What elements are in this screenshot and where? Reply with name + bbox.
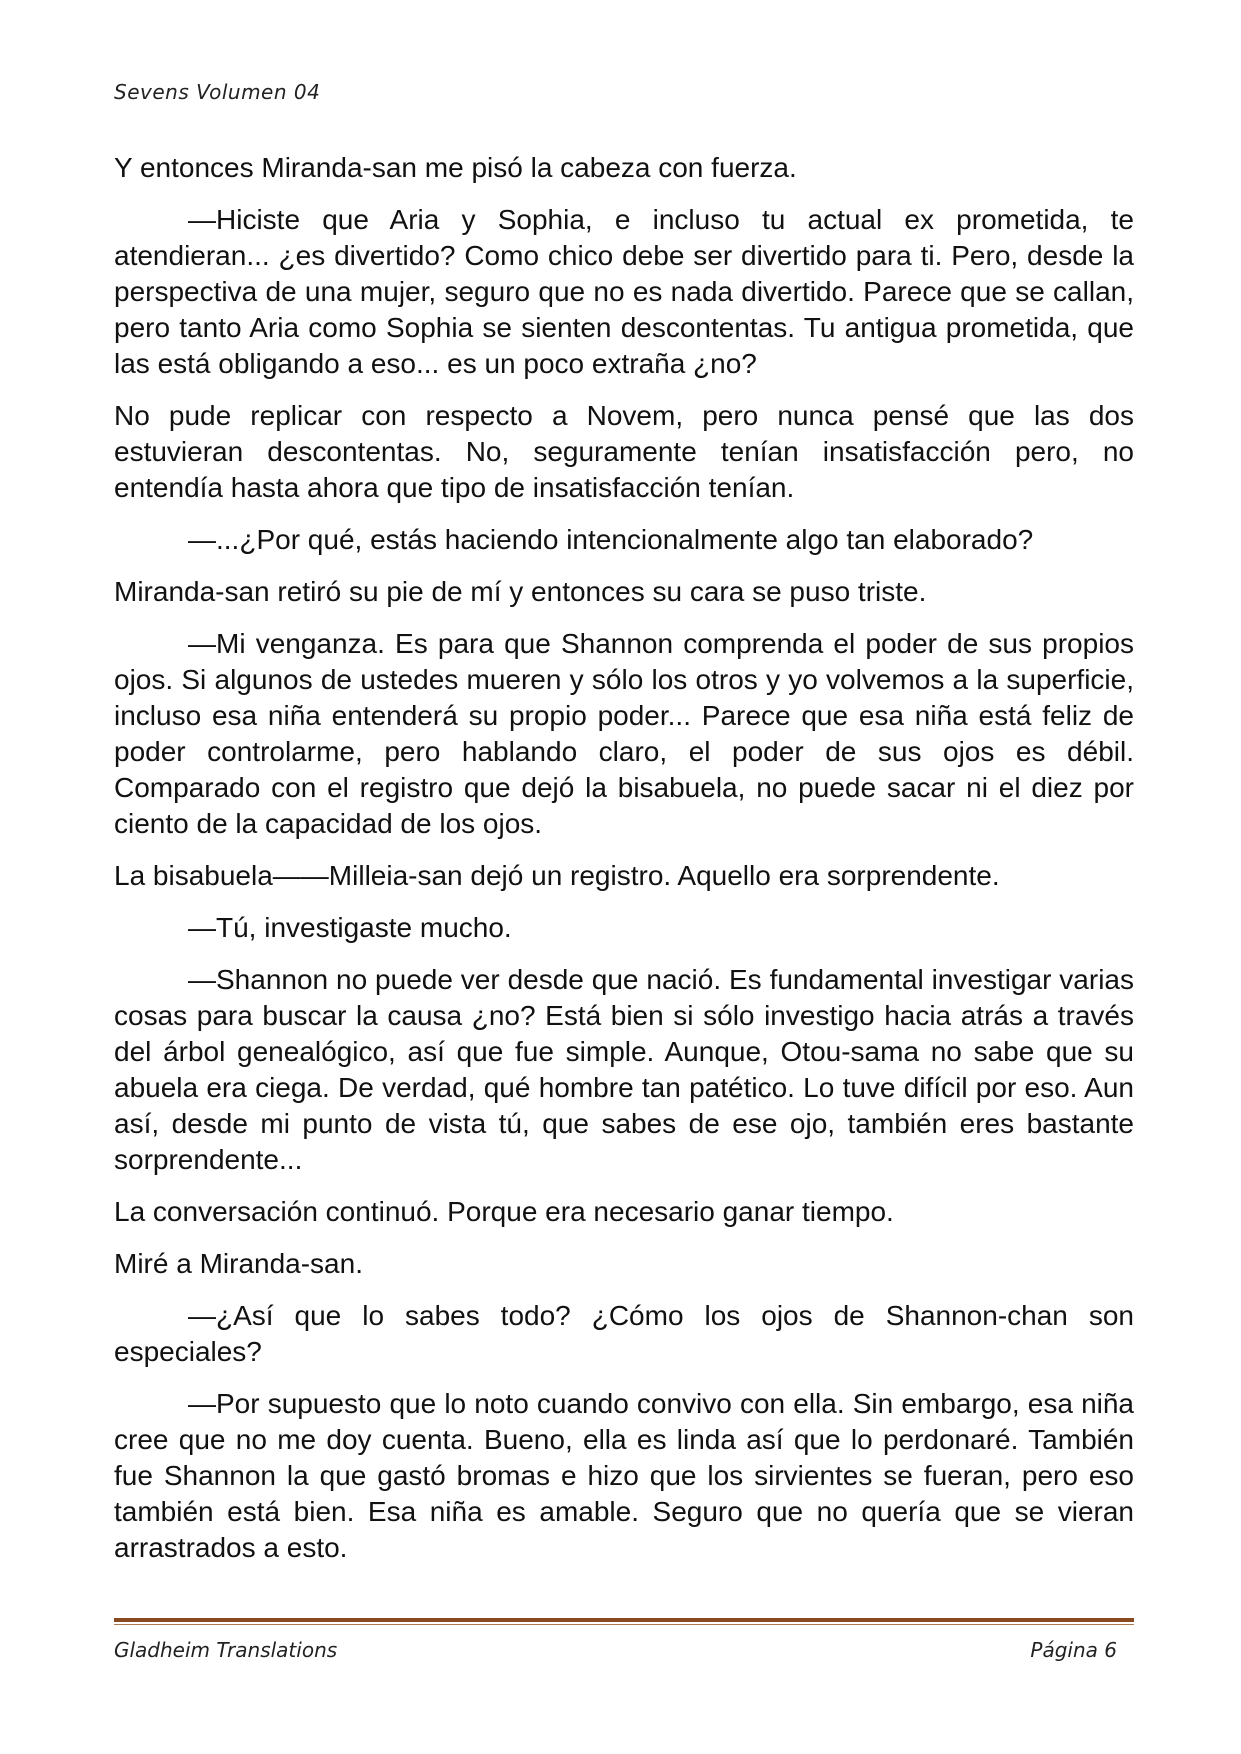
paragraph: Y entonces Miranda-san me pisó la cabeza con fuerza. bbox=[114, 152, 797, 183]
paragraph: —Hiciste que Aria y Sophia, e incluso tu actual ex prometida, te atendieran... ¿es divertido? Como chico debe ser divertido para ti. Pero, desde la perspectiva de una mujer, seguro que no es nada divertido. Parece que se callan, pero tanto Aria como Sophia se sienten descontentas. Tu antigua prometida, que las está obligando a eso... es un poco extraña ¿no? bbox=[114, 204, 1134, 379]
paragraph: La bisabuela——Milleia-san dejó un registro. Aquello era sorprendente. bbox=[114, 860, 1000, 891]
paragraph: Miré a Miranda-san. bbox=[114, 1248, 363, 1279]
footer-page-number: Página 6 bbox=[1030, 1638, 1117, 1662]
body-text bbox=[114, 150, 1134, 1582]
footer-divider-thick bbox=[114, 1618, 1134, 1622]
header-title: Sevens Volumen 04 bbox=[114, 80, 321, 104]
footer-divider bbox=[114, 1618, 1134, 1624]
paragraph: La conversación continuó. Porque era necesario ganar tiempo. bbox=[114, 1196, 894, 1227]
paragraph: —¿Así que lo sabes todo? ¿Cómo los ojos de Shannon-chan son especiales? bbox=[114, 1300, 1134, 1367]
paragraph: No pude replicar con respecto a Novem, pero nunca pensé que las dos estuvieran descontentas. No, seguramente tenían insatisfacción pero, no entendía hasta ahora que tipo de insatisfacción tenían. bbox=[114, 400, 1134, 503]
paragraph: —Shannon no puede ver desde que nació. Es fundamental investigar varias cosas para buscar la causa ¿no? Está bien si sólo investigo hacia atrás a través del árbol genealógico, así que fue simple. Aunque, Otou-sama no sabe que su abuela era ciega. De verdad, qué hombre tan patético. Lo tuve difícil por eso. Aun así, desde mi punto de vista tú, que sabes de ese ojo, también eres bastante sorprendente... bbox=[114, 964, 1134, 1175]
paragraph: Miranda-san retiró su pie de mí y entonces su cara se puso triste. bbox=[114, 576, 927, 607]
paragraph: —Tú, investigaste mucho. bbox=[188, 912, 512, 943]
footer-publisher: Gladheim Translations bbox=[114, 1638, 338, 1662]
paragraph: —...¿Por qué, estás haciendo intencionalmente algo tan elaborado? bbox=[188, 524, 1034, 555]
footer-divider-thin bbox=[114, 1624, 1134, 1625]
paragraph: —Mi venganza. Es para que Shannon comprenda el poder de sus propios ojos. Si algunos de ustedes mueren y sólo los otros y yo volvemos a la superficie, incluso esa niña entenderá su propio poder... Parece que esa niña está feliz de poder controlarme, pero hablando claro, el poder de sus ojos es débil. Comparado con el registro que dejó la bisabuela, no puede sacar ni el diez por ciento de la capacidad de los ojos. bbox=[114, 628, 1134, 839]
paragraph: —Por supuesto que lo noto cuando convivo con ella. Sin embargo, esa niña cree que no me doy cuenta. Bueno, ella es linda así que lo perdonaré. También fue Shannon la que gastó bromas e hizo que los sirvientes se fueran, pero eso también está bien. Esa niña es amable. Seguro que no quería que se vieran arrastrados a esto. bbox=[114, 1388, 1134, 1563]
